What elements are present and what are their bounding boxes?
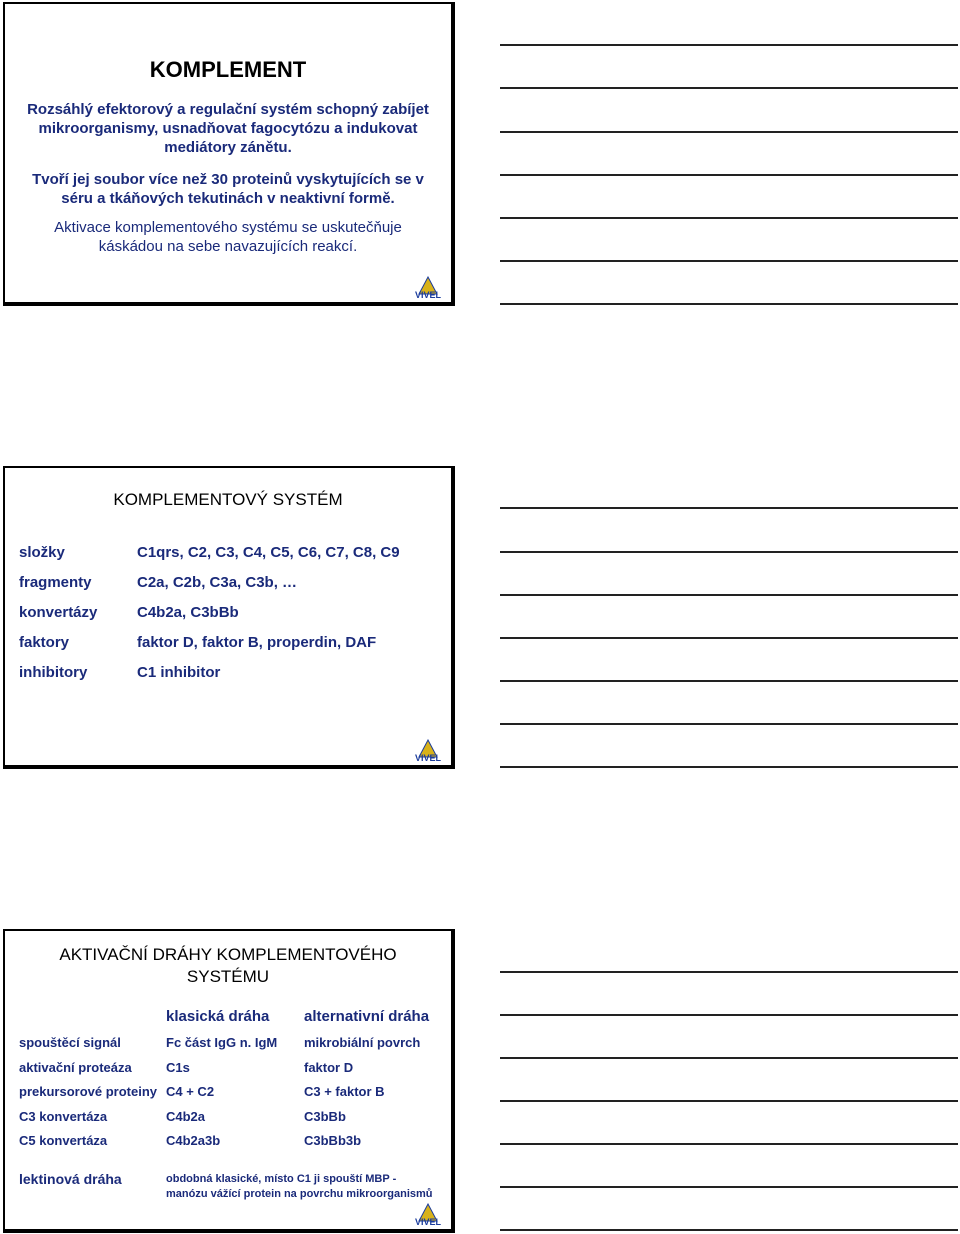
lectin-label: lektinová dráha bbox=[19, 1171, 122, 1187]
row-classic: C4 + C2 bbox=[166, 1084, 215, 1099]
header-alternative: alternativní dráha bbox=[304, 1008, 430, 1025]
row-label: spouštěcí signál bbox=[19, 1035, 121, 1050]
svg-text:VIVEL: VIVEL bbox=[414, 753, 442, 763]
row-value: C4b2a, C3bBb bbox=[137, 604, 239, 621]
row-classic: Fc část IgG n. IgM bbox=[166, 1035, 278, 1050]
note-line bbox=[500, 680, 958, 682]
row-value: C1 inhibitor bbox=[137, 664, 221, 681]
vivel-logo-icon bbox=[407, 1203, 449, 1227]
note-line bbox=[500, 971, 958, 973]
row-alternative: C3bBb3b bbox=[304, 1133, 362, 1148]
note-line bbox=[500, 87, 958, 89]
note-line bbox=[500, 507, 958, 509]
slide-title: AKTIVAČNÍ DRÁHY KOMPLEMENTOVÉHO SYSTÉMU bbox=[59, 945, 397, 986]
svg-text:VIVEL: VIVEL bbox=[414, 290, 442, 300]
row-label: C5 konvertáza bbox=[19, 1133, 108, 1148]
row-alternative: C3 + faktor B bbox=[304, 1084, 385, 1099]
row-classic: C4b2a3b bbox=[166, 1133, 221, 1148]
paragraph: Rozsáhlý efektorový a regulační systém schopný zabíjet mikroorganismy, usnadňovat fagocytózu a indukovat mediátory zánětu. bbox=[27, 101, 429, 156]
note-line bbox=[500, 217, 958, 219]
note-line bbox=[500, 260, 958, 262]
slide-komplement bbox=[3, 2, 455, 306]
row-label: konvertázy bbox=[19, 604, 98, 621]
note-line bbox=[500, 131, 958, 133]
note-line bbox=[500, 1229, 958, 1231]
note-line bbox=[500, 723, 958, 725]
row-label: prekursorové proteiny bbox=[19, 1084, 157, 1099]
paragraph: Tvoří jej soubor více než 30 proteinů vyskytujících se v séru a tkáňových tekutinách v neaktivní formě. bbox=[32, 171, 424, 207]
note-line bbox=[500, 174, 958, 176]
row-value: C1qrs, C2, C3, C4, C5, C6, C7, C8, C9 bbox=[137, 544, 400, 561]
row-label: složky bbox=[19, 544, 65, 561]
vivel-logo-icon bbox=[407, 276, 449, 300]
row-label: fragmenty bbox=[19, 574, 92, 591]
header-classic: klasická dráha bbox=[166, 1008, 270, 1025]
row-label: aktivační proteáza bbox=[19, 1060, 132, 1075]
slide-title: KOMPLEMENTOVÝ SYSTÉM bbox=[113, 490, 343, 509]
slide-title: KOMPLEMENT bbox=[149, 57, 307, 82]
note-line bbox=[500, 1100, 958, 1102]
svg-text:VIVEL: VIVEL bbox=[414, 1217, 442, 1227]
paragraph: Aktivace komplementového systému se uskutečňuje káskádou na sebe navazujících reakcí. bbox=[54, 219, 402, 255]
lectin-text-line1: obdobná klasické, místo C1 ji spouští MBP - bbox=[166, 1173, 397, 1185]
vivel-logo-icon bbox=[407, 739, 449, 763]
note-line bbox=[500, 1186, 958, 1188]
row-label: inhibitory bbox=[19, 664, 88, 681]
row-alternative: C3bBb bbox=[304, 1109, 346, 1124]
note-line bbox=[500, 1143, 958, 1145]
row-value: faktor D, faktor B, properdin, DAF bbox=[137, 634, 377, 651]
note-line bbox=[500, 551, 958, 553]
slide-aktivacni-drahy bbox=[3, 929, 455, 1233]
row-alternative: faktor D bbox=[304, 1060, 354, 1075]
note-line bbox=[500, 303, 958, 305]
slide-komplementovy-system bbox=[3, 466, 455, 769]
note-line bbox=[500, 594, 958, 596]
note-line bbox=[500, 766, 958, 768]
row-classic: C4b2a bbox=[166, 1109, 206, 1124]
row-label: C3 konvertáza bbox=[19, 1109, 108, 1124]
lectin-text-line2: manózu vážící protein na povrchu mikroorganismů bbox=[166, 1188, 433, 1200]
row-label: faktory bbox=[19, 634, 70, 651]
note-line bbox=[500, 1014, 958, 1016]
row-classic: C1s bbox=[166, 1060, 190, 1075]
note-line bbox=[500, 1057, 958, 1059]
row-value: C2a, C2b, C3a, C3b, … bbox=[137, 574, 298, 591]
note-line bbox=[500, 44, 958, 46]
row-alternative: mikrobiální povrch bbox=[304, 1035, 421, 1050]
note-line bbox=[500, 637, 958, 639]
